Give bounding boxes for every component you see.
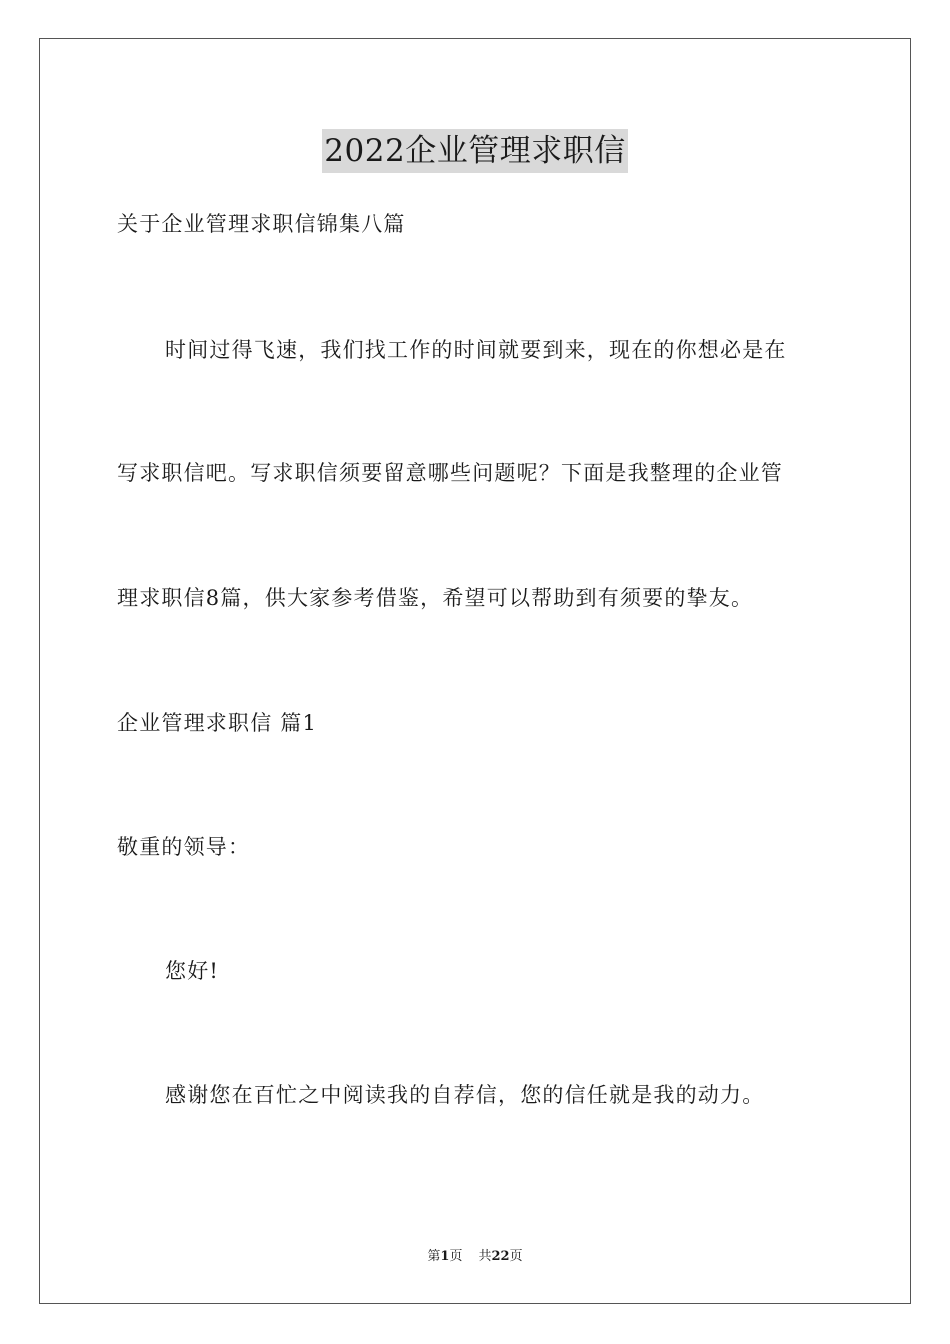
footer-total-suffix: 页 [509, 1249, 523, 1264]
footer-total-pages: 22 [491, 1249, 510, 1264]
intro-paragraph-line-3: 理求职信8篇，供大家参考借鉴，希望可以帮助到有须要的挚友。 [117, 586, 754, 610]
section-heading: 企业管理求职信 篇1 [117, 711, 318, 735]
document-title [0, 128, 950, 173]
document-subtitle: 关于企业管理求职信锦集八篇 [117, 212, 406, 236]
footer-page-prefix: 第 [427, 1249, 441, 1264]
footer-page-suffix: 页 [449, 1249, 463, 1264]
letter-greeting: 您好! [165, 959, 220, 983]
intro-paragraph-line-1: 时间过得飞速，我们找工作的时间就要到来，现在的你想必是在 [165, 338, 787, 362]
letter-body-line-1: 感谢您在百忙之中阅读我的自荐信，您的信任就是我的动力。 [165, 1083, 765, 1107]
footer-page-number: 1 [440, 1249, 450, 1264]
letter-salutation: 敬重的领导： [117, 835, 251, 859]
document-title-text: 2022企业管理求职信 [322, 129, 627, 173]
page-footer [0, 1248, 950, 1266]
intro-paragraph-line-2: 写求职信吧。写求职信须要留意哪些问题呢？下面是我整理的企业管 [117, 461, 783, 485]
footer-total-prefix: 共 [478, 1249, 492, 1264]
